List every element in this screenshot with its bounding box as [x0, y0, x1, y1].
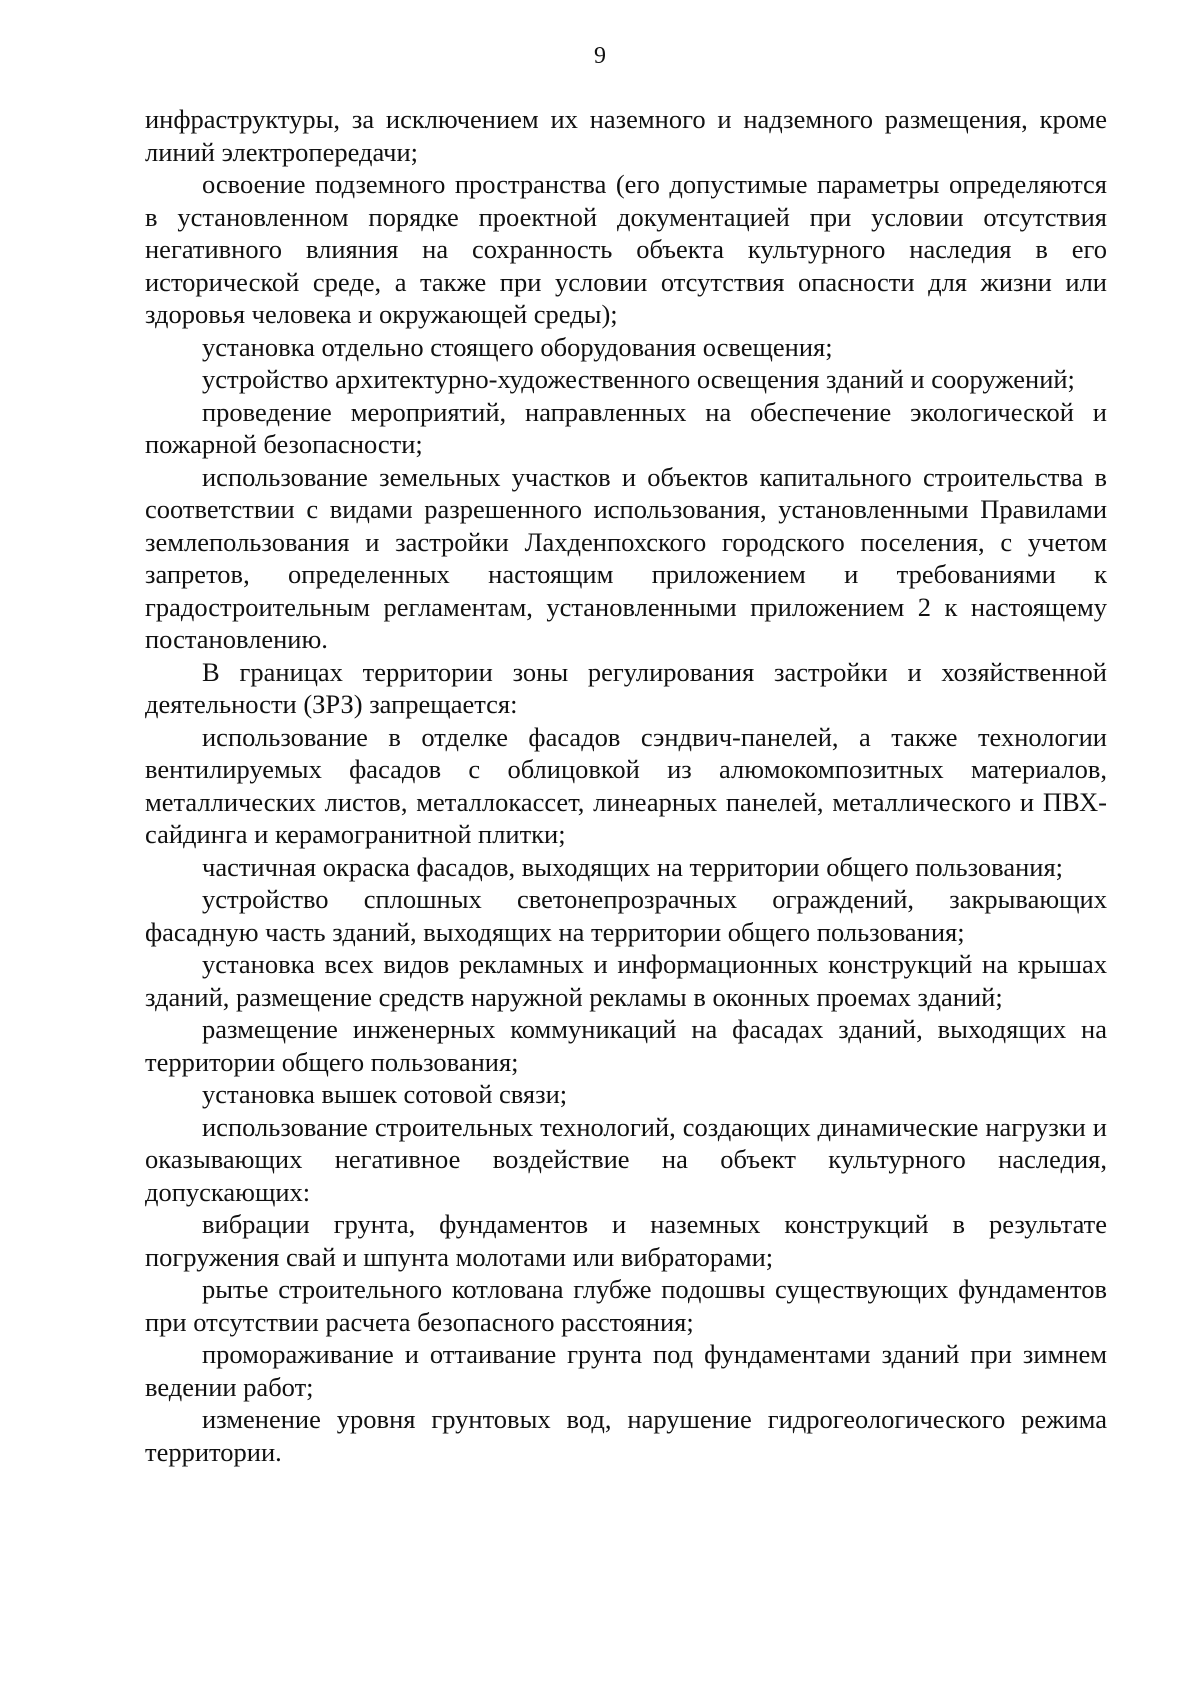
paragraph: В границах территории зоны регулирования застройки и хозяйственной деятельности (ЗРЗ) запрещается:: [145, 656, 1107, 719]
paragraph: устройство архитектурно-художественного освещения зданий и сооружений;: [202, 364, 1075, 394]
paragraph: вибрации грунта, фундаментов и наземных конструкций в результате погружения свай и шпунта молотами или вибраторами;: [145, 1209, 1107, 1272]
paragraph: изменение уровня грунтовых вод, нарушение гидрогеологического режима территории.: [145, 1404, 1107, 1467]
paragraph: инфраструктуры, за исключением их наземного и надземного размещения, кроме линий электропередачи;: [145, 104, 1107, 167]
paragraph: установка вышек сотовой связи;: [202, 1079, 568, 1109]
paragraph: частичная окраска фасадов, выходящих на территории общего пользования;: [202, 851, 1064, 882]
paragraph: устройство сплошных светонепрозрачных ограждений, закрывающих фасадную часть зданий, выходящих на территории общего пользования;: [145, 884, 1107, 947]
paragraph: освоение подземного пространства (его допустимые параметры определяются в установленном порядке проектной документацией при условии отсутствия негативного влияния на сохранность объекта культурного наследия в его исторической среде, а также при условии отсутствия опасности для жизни или здоровья человека и окружающей среды);: [145, 169, 1107, 329]
paragraph: использование в отделке фасадов сэндвич-панелей, а также технологии вентилируемых фасадов с облицовкой из алюмокомпозитных материалов, металлических листов, металлокассет, линеарных панелей, металлического и ПВХ-сайдинга и керамогранитной плитки;: [145, 721, 1107, 849]
paragraph: рытье строительного котлована глубже подошвы существующих фундаментов при отсутствии расчета безопасного расстояния;: [145, 1274, 1107, 1337]
paragraph: проведение мероприятий, направленных на обеспечение экологической и пожарной безопасности;: [145, 396, 1107, 459]
paragraph: установка отдельно стоящего оборудования освещения;: [202, 331, 833, 362]
paragraph: промораживание и оттаивание грунта под фундаментами зданий при зимнем ведении работ;: [145, 1339, 1107, 1402]
paragraph: использование земельных участков и объектов капитального строительства в соответствии с видами разрешенного использования, установленными Правилами землепользования и застройки Лахденпохского городского поселения, с учетом запретов, определенных настоящим приложением и требованиями к градостроительным регламентам, установленными приложением 2 к настоящему постановлению.: [145, 461, 1107, 654]
paragraph: установка всех видов рекламных и информационных конструкций на крышах зданий, размещение средств наружной рекламы в оконных проемах зданий;: [145, 949, 1107, 1012]
page-number: 9: [594, 43, 606, 69]
paragraph: использование строительных технологий, создающих динамические нагрузки и оказывающих негативное воздействие на объект культурного наследия, допускающих:: [145, 1111, 1107, 1207]
paragraph: размещение инженерных коммуникаций на фасадах зданий, выходящих на территории общего пользования;: [145, 1014, 1107, 1077]
document-body: [145, 103, 1107, 1468]
